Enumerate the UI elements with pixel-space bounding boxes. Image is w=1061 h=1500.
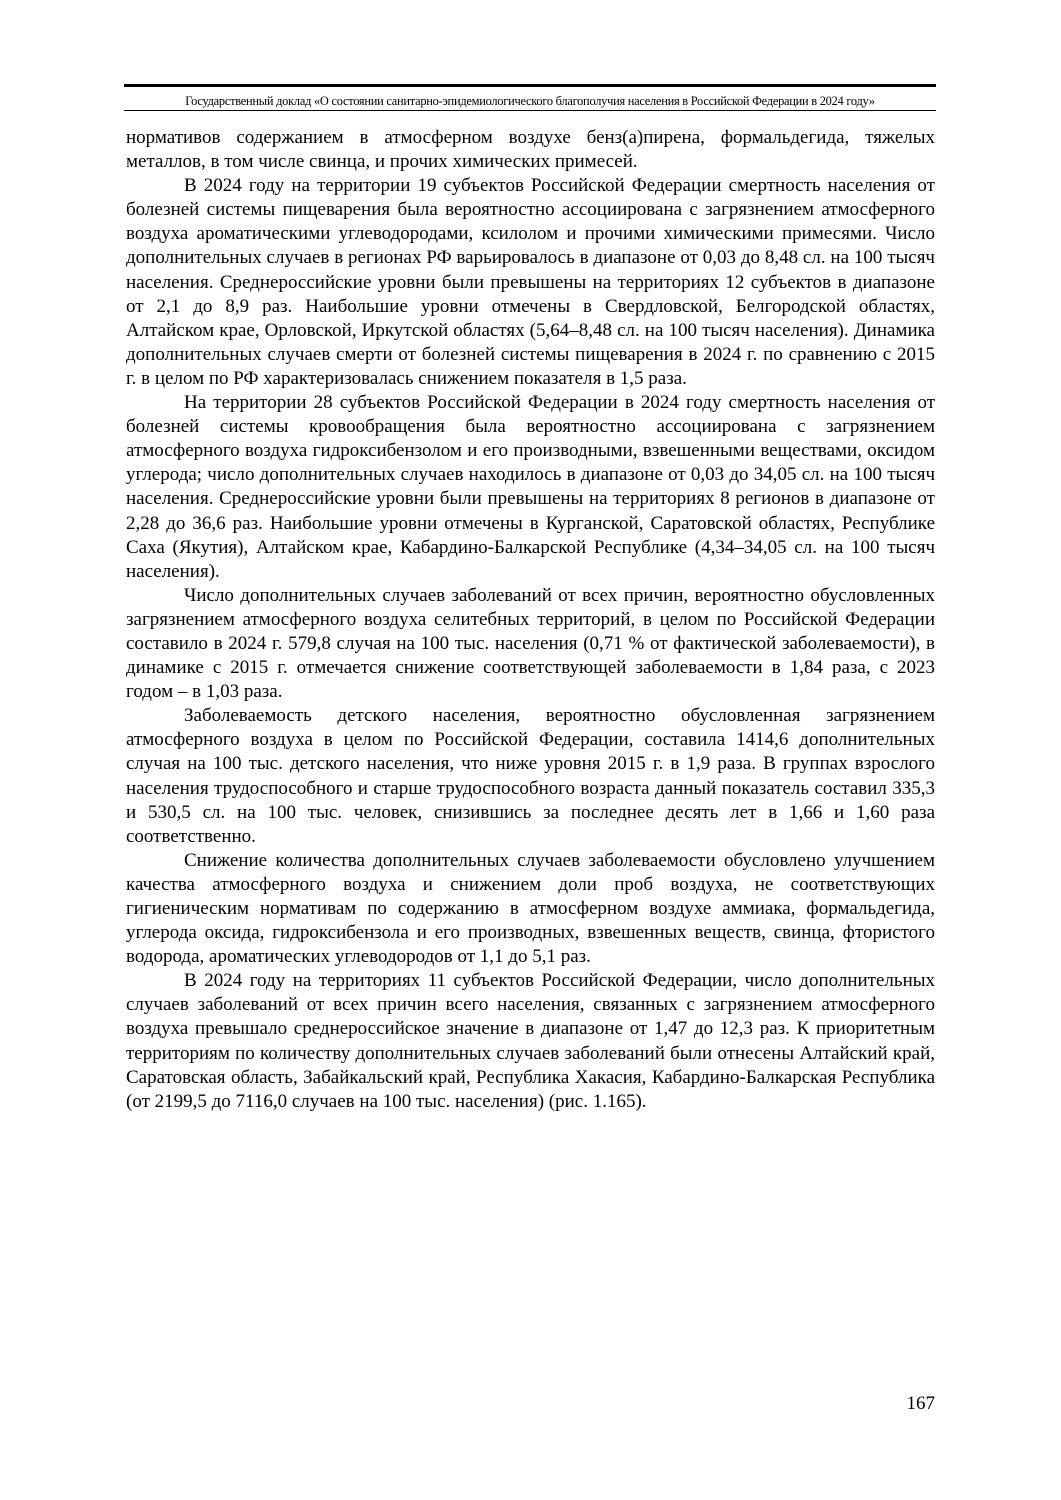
running-header — [124, 84, 936, 109]
paragraph-circulatory-mortality: На территории 28 субъектов Российской Федерации в 2024 году смертность населения от болезней системы кровообращения была вероятностно ассоциирована с загрязнением атмосферного воздуха гидроксибензолом и его производными, взвешенными веществами, оксидом углерода; число дополнительных случаев находилось в диапазоне от 0,03 до 34,05 сл. на 100 тысяч населения. Среднероссийские уровни были превышены на территориях 8 регионов в диапазоне от 2,28 до 36,6 раз. Наибольшие уровни отмечены в Курганской, Саратовской областях, Республике Саха (Якутия), Алтайском крае, Кабардино-Балкарской Республике (4,34–34,05 сл. на 100 тысяч населения). — [126, 392, 935, 582]
paragraph-digestive-mortality: В 2024 году на территории 19 субъектов Российской Федерации смертность населения от болезней системы пищеварения была вероятностно ассоциирована с загрязнением атмосферного воздуха ароматическими углеводородами, ксилолом и прочими химическими примесями. Число дополнительных случаев в регионах РФ варьировалось в диапазоне от 0,03 до 8,48 сл. на 100 тысяч населения. Среднероссийские уровни были превышены на территориях 12 субъектов в диапазоне от 2,1 до 8,9 раз. Наибольшие уровни отмечены в Свердловской, Белгородской областях, Алтайском крае, Орловской, Иркутской областях (5,64–8,48 сл. на 100 тысяч населения). Динамика дополнительных случаев смерти от болезней системы пищеварения в 2024 г. по сравнению с 2015 г. в целом по РФ характеризовалась снижением показателя в 1,5 раза. — [126, 175, 935, 389]
paragraph-continuation: нормативов содержанием в атмосферном воздухе бенз(а)пирена, формальдегида, тяжелых металлов, в том числе свинца, и прочих химических примесей. — [126, 127, 935, 173]
header-divider — [124, 110, 936, 111]
paragraph-morbidity-decline: Снижение количества дополнительных случаев заболеваемости обусловлено улучшением качества атмосферного воздуха и снижением доли проб воздуха, не соответствующих гигиеническим нормативам по содержанию в атмосферном воздухе аммиака, формальдегида, углерода оксида, гидроксибензола и его производных, взвешенных веществ, свинца, фтористого водорода, ароматических углеводородов от 1,1 до 5,1 раз. — [126, 849, 935, 968]
paragraph-child-morbidity: Заболеваемость детского населения, вероятностно обусловленная загрязнением атмосферного воздуха в целом по Российской Федерации, составила 1414,6 дополнительных случая на 100 тыс. детского населения, что ниже уровня 2015 г. в 1,9 раза. В группах взрослого населения трудоспособного и старше трудоспособного возраста данный показатель составил 335,3 и 530,5 сл. на 100 тыс. человек, снизившись за последнее десять лет в 1,66 и 1,60 раза соответственно. — [126, 705, 935, 847]
paragraph-total-morbidity: Число дополнительных случаев заболеваний от всех причин, вероятностно обусловленных загрязнением атмосферного воздуха селитебных территорий, в целом по Российской Федерации составило в 2024 г. 579,8 случая на 100 тыс. населения (0,71 % от фактической заболеваемости), в динамике с 2015 г. отмечается снижение соответствующей заболеваемости в 1,84 раза, с 2023 годом – в 1,03 раза. — [126, 584, 935, 703]
paragraph-priority-territories: В 2024 году на территориях 11 субъектов Российской Федерации, число дополнительных случаев заболеваний от всех причин всего населения, связанных с загрязнением атмосферного воздуха превышало среднероссийское значение в диапазоне от 1,47 до 12,3 раз. К приоритетным территориям по количеству дополнительных случаев заболеваний были отнесены Алтайский край, Саратовская область, Забайкальский край, Республика Хакасия, Кабардино-Балкарская Республика (от 2199,5 до 7116,0 случаев на 100 тыс. населения) (рис. 1.165). — [126, 970, 935, 1112]
document-body — [126, 126, 935, 1114]
page-number: 167 — [906, 1393, 935, 1414]
running-header-title: Государственный доклад «О состоянии санитарно-эпидемиологического благополучия населения в Российской Федерации в 2024 году» — [185, 94, 875, 108]
